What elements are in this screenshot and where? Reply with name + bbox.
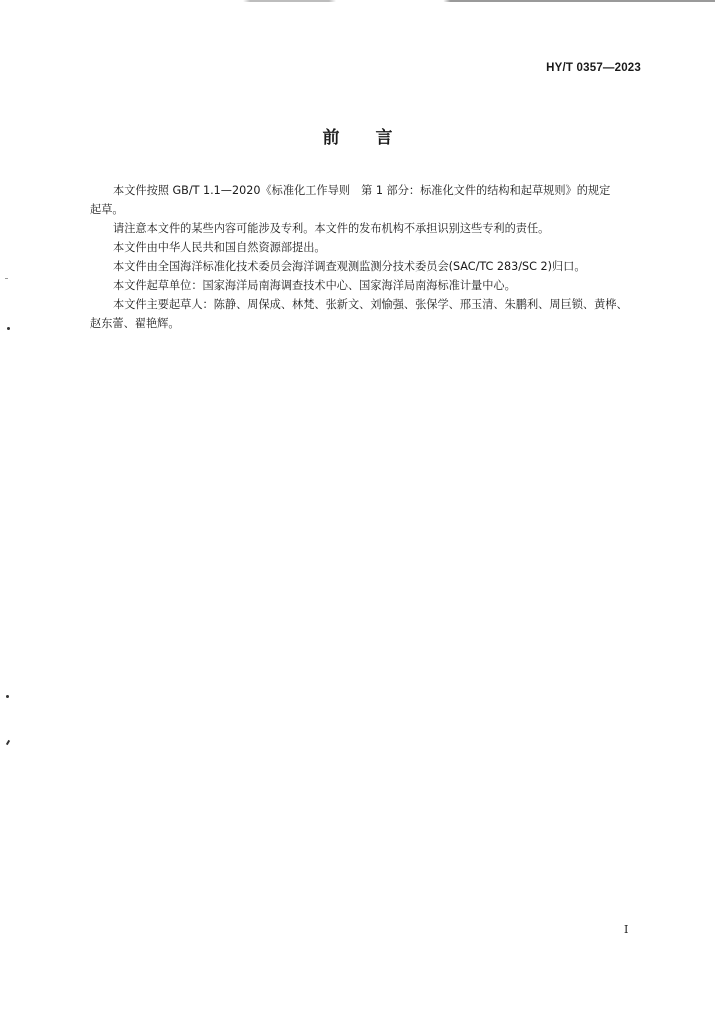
page-number: I — [624, 923, 629, 936]
paragraph-line: 起草。 — [90, 203, 124, 216]
paragraph-line: 本文件按照 GB/T 1.1—2020《标准化工作导则 第 1 部分：标准化文件的结构和起草规则》的规定 — [113, 184, 611, 197]
paragraph-line: 赵东蕾、翟艳辉。 — [90, 317, 180, 330]
page-title — [0, 123, 715, 148]
scan-speck — [7, 327, 10, 330]
paragraph-drafting-units: 本文件起草单位：国家海洋局南海调查技术中心、国家海洋局南海标准计量中心。 — [113, 279, 516, 292]
paragraph-technical-committee: 本文件由全国海洋标准化技术委员会海洋调查观测监测分技术委员会(SAC/TC 283/SC 2)归口。 — [113, 260, 586, 273]
paragraph-proposer: 本文件由中华人民共和国自然资源部提出。 — [113, 241, 326, 254]
scan-speck — [6, 695, 9, 698]
paragraph-patent-notice: 请注意本文件的某些内容可能涉及专利。本文件的发布机构不承担识别这些专利的责任。 — [113, 222, 550, 235]
paragraph-standard-basis — [90, 181, 656, 219]
scan-speck — [6, 740, 10, 745]
scan-speck — [5, 278, 8, 279]
title-char-1: 前 — [322, 128, 340, 148]
foreword-body — [90, 181, 656, 333]
title-char-2: 言 — [375, 128, 393, 148]
document-code: HY/T 0357—2023 — [546, 62, 641, 74]
paragraph-line: 本文件主要起草人：陈静、周保成、林梵、张新文、刘愉强、张保学、邢玉清、朱鹏利、周巨锁、黄桦、 — [113, 298, 628, 311]
paragraph-drafters — [90, 295, 656, 333]
scan-edge — [0, 0, 715, 2]
